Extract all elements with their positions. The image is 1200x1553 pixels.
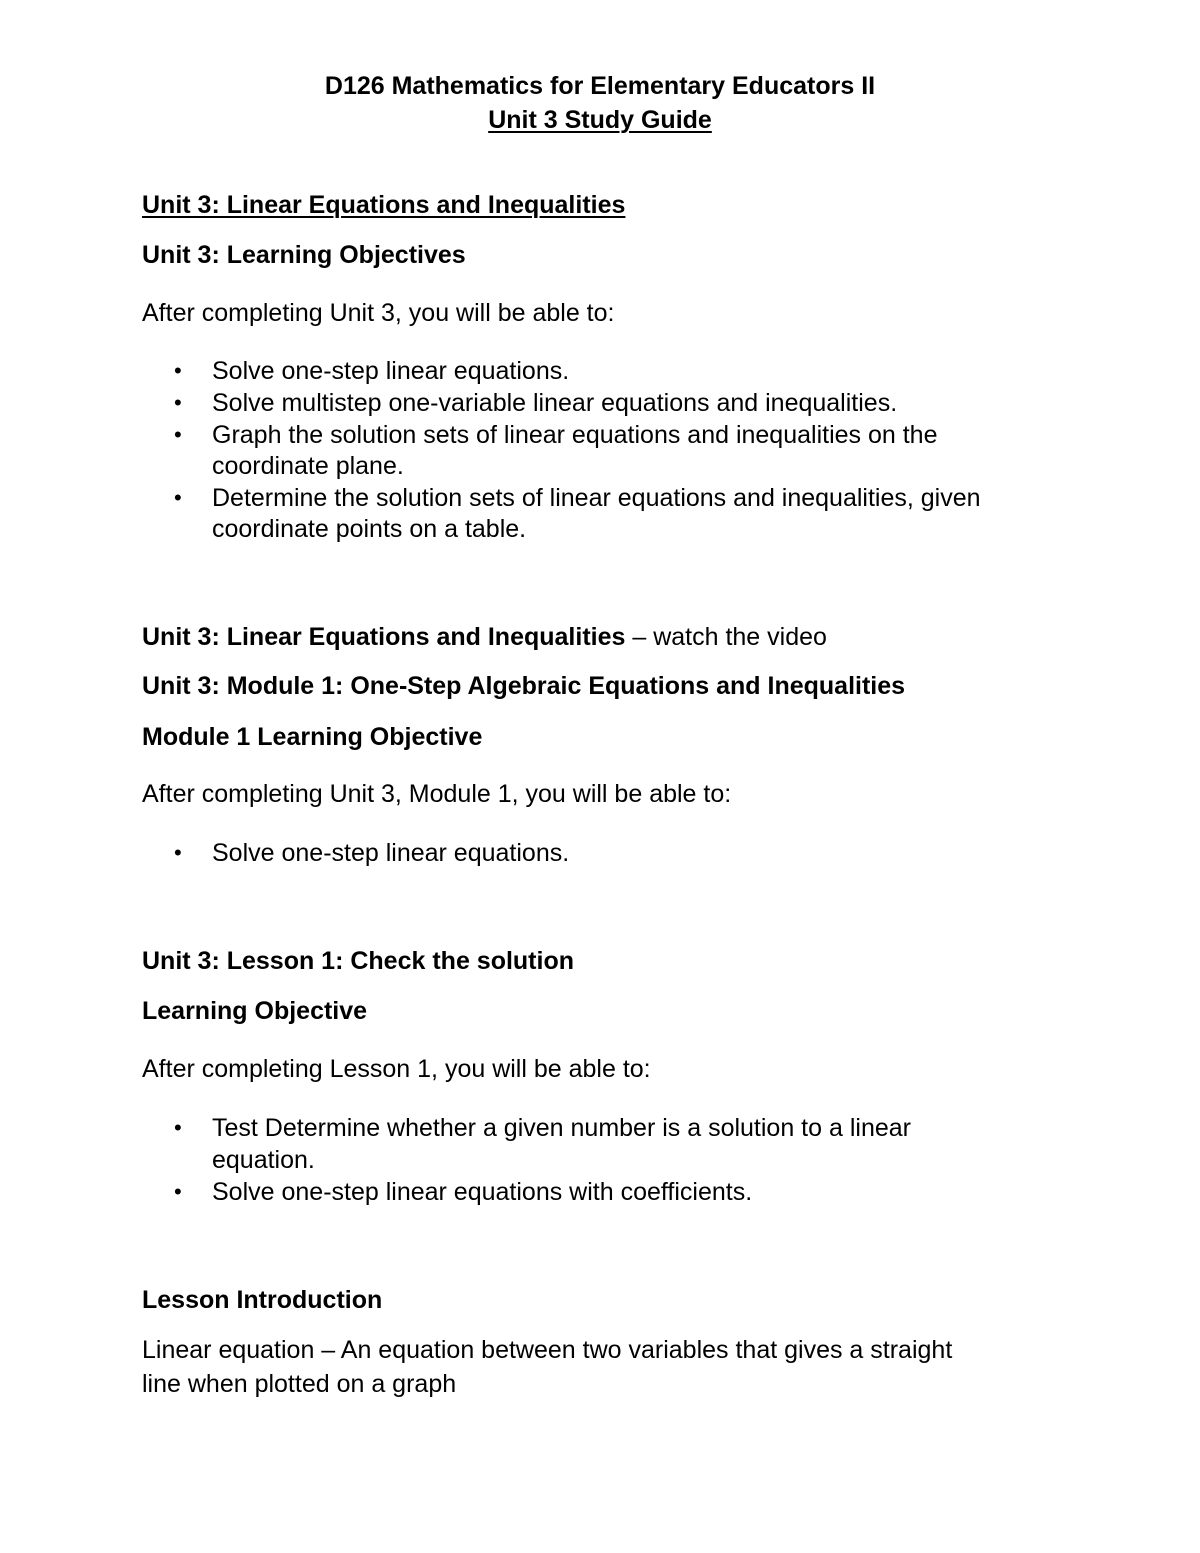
list-item: Solve one-step linear equations with coefficients. [212, 1178, 753, 1206]
bullet-glyph: • [174, 1179, 182, 1204]
list-item-continuation: coordinate plane. [212, 452, 404, 480]
bullet-glyph: • [174, 390, 182, 415]
unit-heading [142, 190, 625, 220]
list-item-continuation: equation. [212, 1146, 315, 1174]
list-item: Solve multistep one-variable linear equations and inequalities. [212, 389, 898, 417]
bullet-glyph: • [174, 358, 182, 383]
unit-heading-text: Unit 3: Linear Equations and Inequalities [142, 191, 626, 219]
list-item: Determine the solution sets of linear equations and inequalities, given [212, 484, 981, 512]
lesson-heading: Unit 3: Lesson 1: Check the solution [142, 947, 574, 975]
course-title: D126 Mathematics for Elementary Educators II [324, 72, 876, 100]
definition-line: Linear equation – An equation between two variables that gives a straight [142, 1336, 953, 1364]
unit-objectives-heading: Unit 3: Learning Objectives [142, 241, 466, 269]
bullet-glyph: • [174, 485, 182, 510]
bullet-glyph: • [174, 422, 182, 447]
list-item: Graph the solution sets of linear equations and inequalities on the [212, 421, 938, 449]
list-item: Solve one-step linear equations. [212, 357, 570, 385]
video-heading-bold: Unit 3: Linear Equations and Inequalities [142, 623, 626, 651]
video-heading [142, 622, 827, 652]
lesson-objective-heading: Learning Objective [142, 997, 368, 1025]
list-item: Test Determine whether a given number is a solution to a linear [212, 1114, 911, 1142]
module-objective-heading: Module 1 Learning Objective [142, 723, 483, 751]
list-item: Solve one-step linear equations. [212, 839, 570, 867]
definition-line: line when plotted on a graph [142, 1370, 457, 1398]
bullet-glyph: • [174, 1115, 182, 1140]
lesson-intro-heading: Lesson Introduction [142, 1286, 383, 1314]
guide-title [0, 105, 1200, 135]
video-heading-rest: – watch the video [625, 623, 827, 651]
bullet-glyph: • [174, 840, 182, 865]
unit-intro: After completing Unit 3, you will be able to: [142, 299, 615, 327]
module-heading: Unit 3: Module 1: One-Step Algebraic Equations and Inequalities [142, 672, 906, 700]
guide-title-text: Unit 3 Study Guide [488, 106, 712, 134]
list-item-continuation: coordinate points on a table. [212, 515, 527, 543]
lesson-intro: After completing Lesson 1, you will be able to: [142, 1055, 651, 1083]
module-intro: After completing Unit 3, Module 1, you will be able to: [142, 780, 732, 808]
